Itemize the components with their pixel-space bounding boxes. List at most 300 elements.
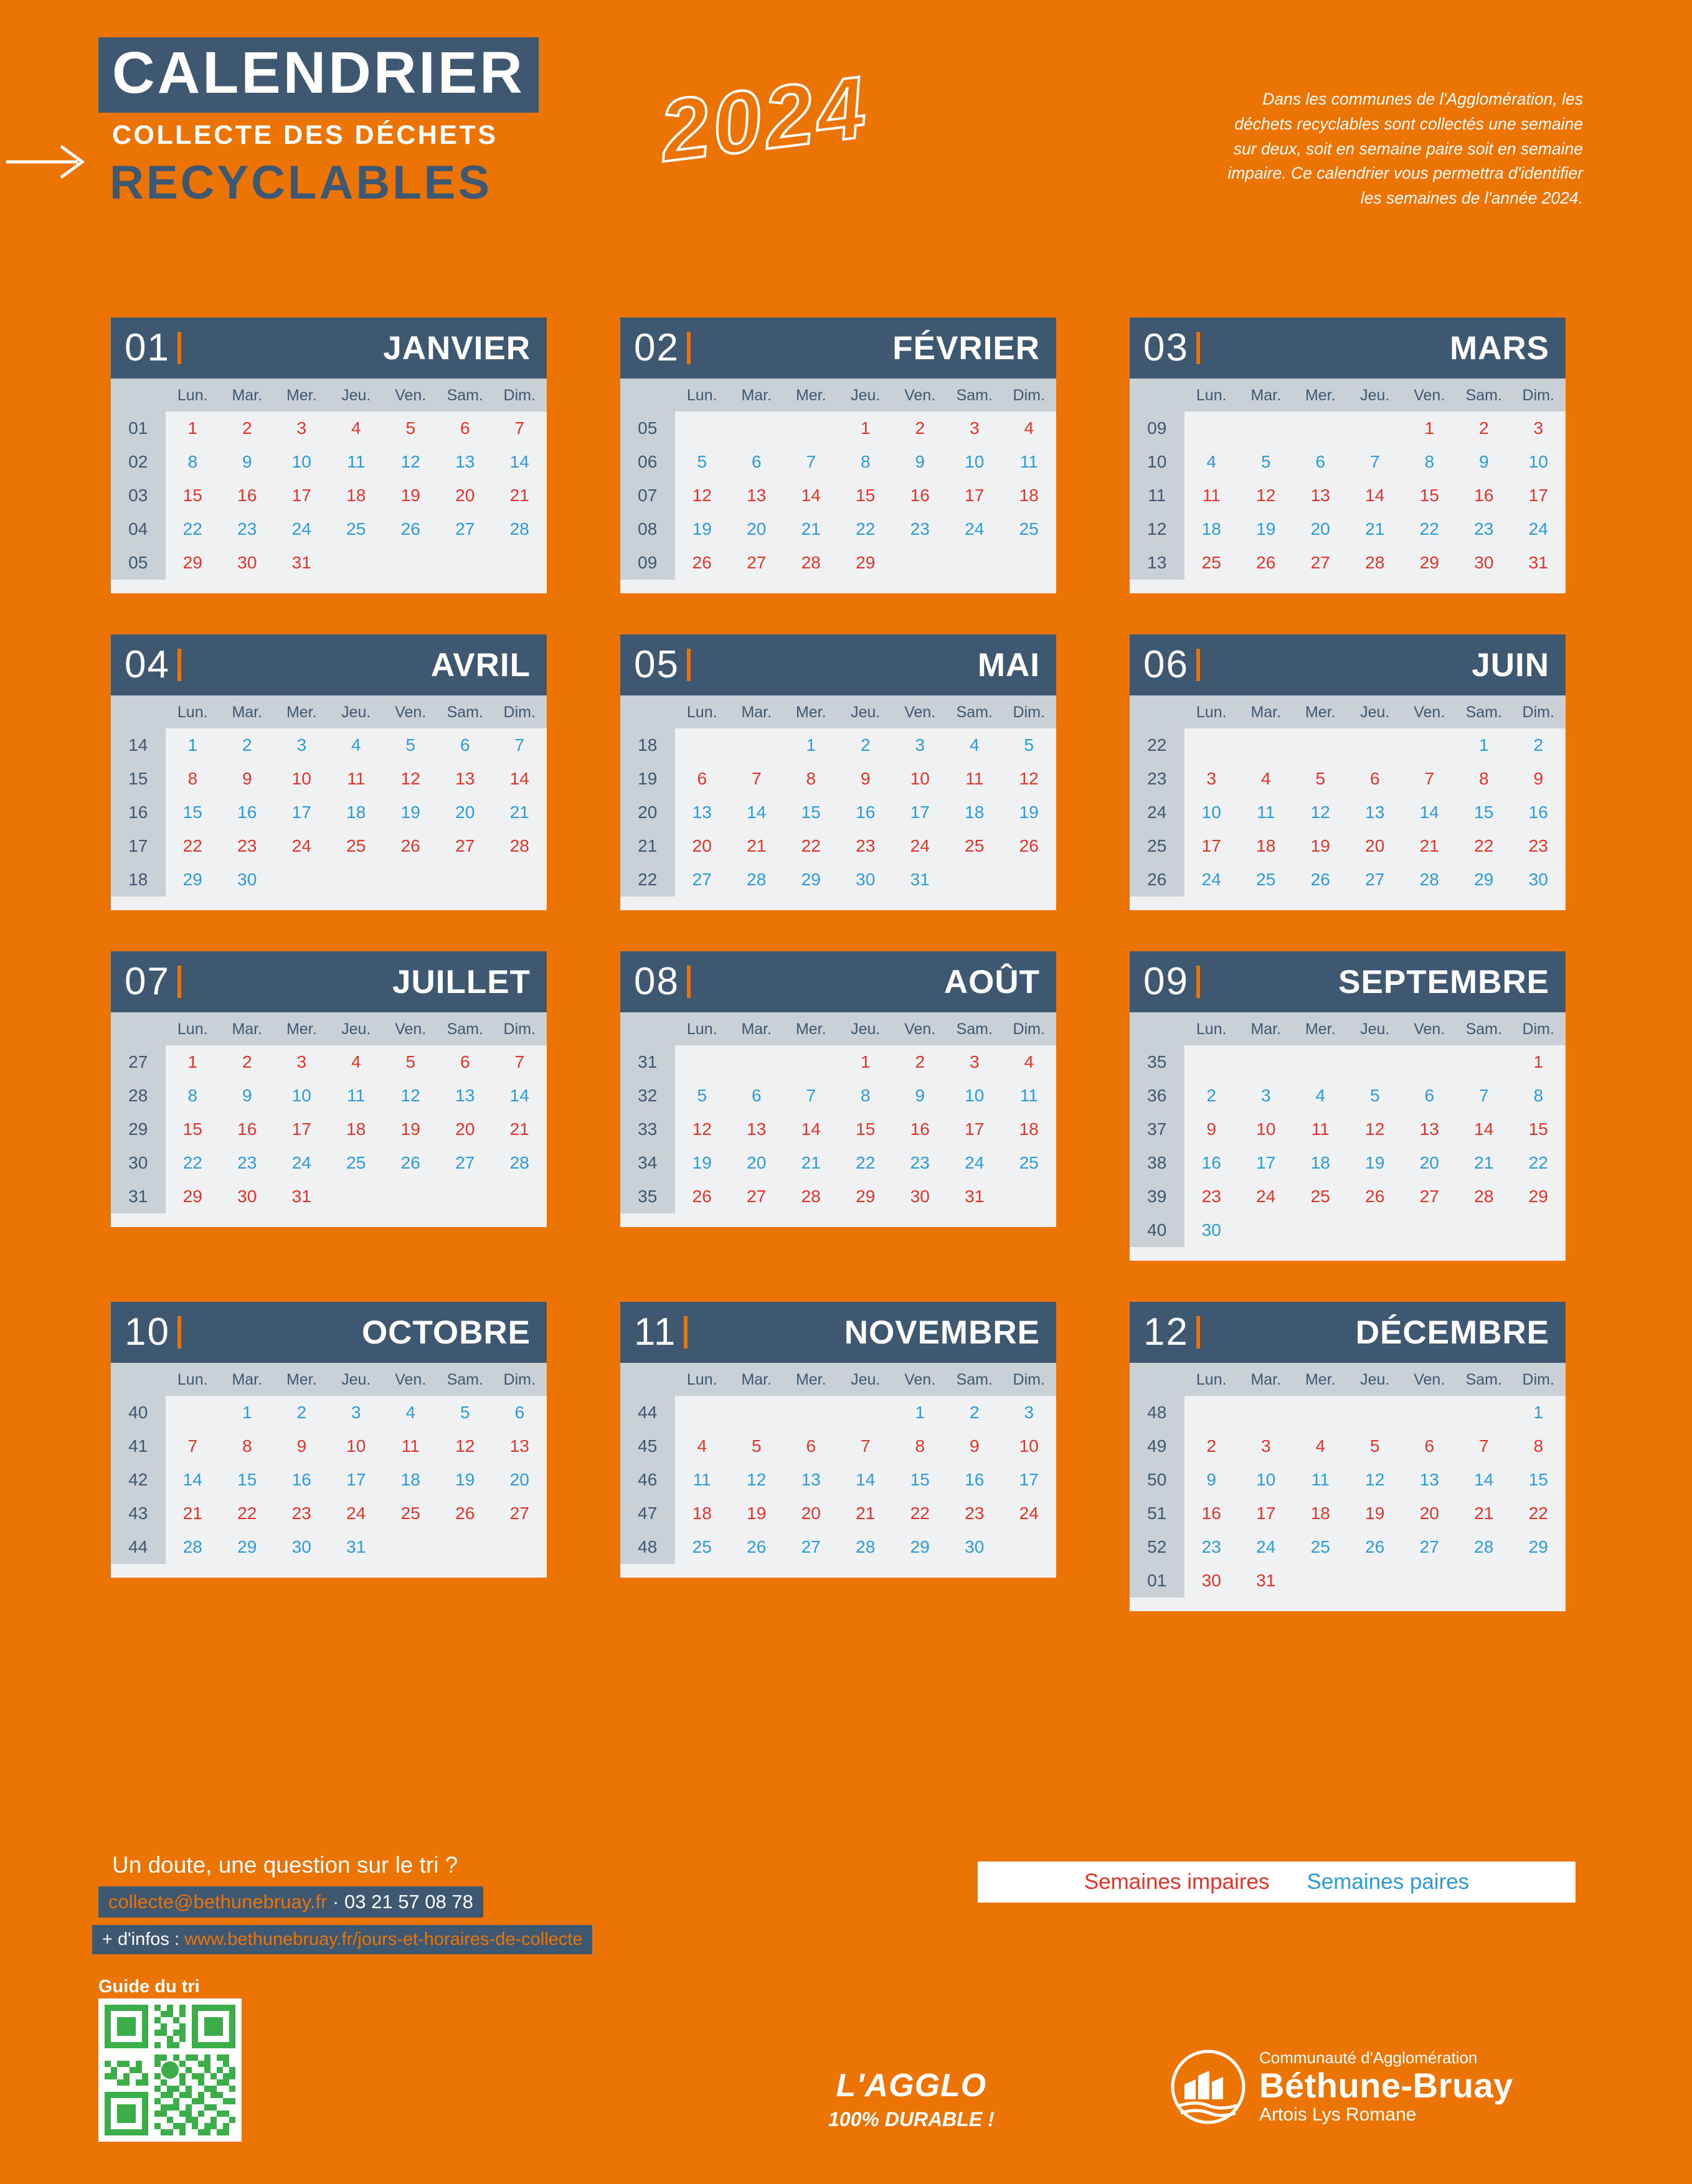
day-cell: 3: [1260, 1436, 1271, 1456]
week-number: 30: [111, 1146, 166, 1180]
day-cell: 6: [697, 769, 707, 788]
dayname-header: Ven.: [893, 695, 948, 728]
month-body: [111, 1012, 547, 1227]
month-card: [1130, 634, 1566, 910]
day-cell: 14: [182, 1470, 202, 1489]
day-cell: 21: [509, 486, 529, 505]
day-cell: 23: [237, 1153, 257, 1172]
day-cell-empty: [1184, 412, 1239, 445]
day-cell: 8: [860, 1086, 871, 1105]
day-cell: 21: [1365, 519, 1385, 539]
dayname-header: Lun.: [1184, 695, 1239, 728]
day-cell: 2: [969, 1403, 980, 1422]
week-row: [1130, 796, 1566, 829]
week-number: 17: [111, 829, 166, 863]
week-row: [620, 762, 1056, 796]
contact-phone: 03 21 57 08 78: [344, 1891, 473, 1913]
day-cell: 20: [747, 1153, 767, 1172]
day-cell: 11: [401, 1436, 420, 1456]
day-cell-empty: [729, 728, 784, 762]
week-number: 44: [111, 1530, 166, 1564]
logo-line1: Communauté d'Agglomération: [1259, 2048, 1478, 2067]
day-cell: 24: [965, 1153, 985, 1172]
dayname-header: Ven.: [384, 1012, 438, 1045]
dayname-header: Ven.: [384, 379, 438, 412]
day-cell: 10: [1528, 452, 1548, 471]
day-cell: 3: [1260, 1086, 1271, 1105]
day-cell: 19: [1365, 1504, 1385, 1523]
day-cell: 29: [856, 1187, 876, 1206]
week-number: 52: [1130, 1530, 1184, 1564]
month-body: [1130, 379, 1566, 593]
week-number: 03: [111, 479, 166, 512]
week-row: [620, 1045, 1056, 1079]
week-number: 36: [1130, 1079, 1184, 1113]
week-number: 22: [620, 863, 675, 897]
week-number: 08: [620, 512, 675, 546]
week-row: [620, 1180, 1056, 1213]
day-cell: 14: [1474, 1119, 1494, 1139]
day-cell: 19: [692, 519, 712, 539]
day-cell: 2: [915, 1052, 925, 1071]
day-cell: 24: [1528, 519, 1548, 539]
day-cell: 15: [182, 803, 202, 822]
info-link[interactable]: www.bethunebruay.fr/jours-et-horaires-de-collecte: [184, 1929, 583, 1949]
month-table: [620, 1012, 1056, 1213]
month-body: [620, 1012, 1056, 1227]
day-cell: 27: [1419, 1537, 1439, 1556]
week-row: [620, 1079, 1056, 1113]
week-row: [620, 1113, 1056, 1146]
day-cell: 13: [1419, 1470, 1439, 1489]
day-cell: 6: [1369, 769, 1380, 788]
day-cell: 13: [801, 1470, 821, 1489]
logo-line2: Béthune-Bruay: [1259, 2066, 1513, 2105]
month-body: [111, 1363, 547, 1578]
month-number: 10: [125, 1311, 170, 1353]
month-card: [1130, 951, 1566, 1261]
dayname-header: Lun.: [166, 695, 220, 728]
dayname-header: Mer.: [275, 379, 329, 412]
week-column-header: [111, 695, 166, 728]
day-cell: 25: [1310, 1187, 1330, 1206]
day-cell: 23: [1474, 519, 1494, 539]
day-cell-empty: [1457, 1213, 1511, 1247]
day-cell-empty: [838, 1396, 893, 1429]
week-row: [1130, 1463, 1566, 1497]
day-cell: 23: [965, 1504, 985, 1523]
day-cell: 6: [460, 1052, 470, 1071]
day-cell: 2: [242, 735, 252, 755]
day-cell-empty: [1402, 728, 1457, 762]
months-grid: [111, 318, 1581, 1611]
day-cell: 10: [346, 1436, 366, 1456]
month-number: 11: [634, 1311, 677, 1353]
day-cell: 30: [1201, 1220, 1221, 1240]
day-cell-empty: [1184, 1045, 1239, 1079]
day-cell: 14: [509, 1086, 529, 1105]
week-row: [620, 512, 1056, 546]
day-cell: 4: [351, 735, 361, 755]
month-name: MAI: [977, 646, 1040, 684]
day-cell-empty: [1402, 1045, 1457, 1079]
day-cell-empty: [729, 1396, 784, 1429]
day-cell: 4: [1024, 1052, 1034, 1071]
day-cell: 5: [405, 1052, 416, 1071]
day-cell-empty: [438, 863, 493, 897]
dayname-header: Mer.: [1293, 1012, 1348, 1045]
day-cell-empty: [947, 863, 1002, 897]
dayname-header: Jeu.: [838, 379, 893, 412]
guide-title: Guide du tri: [98, 1977, 200, 1997]
day-cell: 24: [291, 519, 311, 539]
day-cell: 16: [291, 1470, 311, 1489]
month-number: 03: [1143, 326, 1189, 369]
day-cell: 12: [692, 1119, 712, 1139]
dayname-header: Sam.: [1457, 695, 1511, 728]
week-number: 18: [111, 863, 166, 897]
day-cell: 30: [1474, 553, 1494, 572]
day-cell-empty: [675, 1045, 730, 1079]
week-number: 35: [1130, 1045, 1184, 1079]
day-cell: 26: [692, 1187, 712, 1206]
day-cell: 17: [965, 486, 985, 505]
month-table: [1130, 1363, 1566, 1598]
month-number: 07: [125, 960, 170, 1003]
week-number: 12: [1130, 512, 1184, 546]
day-cell-empty: [1402, 1396, 1457, 1429]
month-body: [1130, 695, 1566, 910]
week-number: 37: [1130, 1113, 1184, 1146]
day-cell: 5: [697, 1086, 707, 1105]
week-row: [1130, 1564, 1566, 1598]
dayname-header: Ven.: [1402, 695, 1457, 728]
dayname-header: Ven.: [893, 1012, 948, 1045]
day-cell: 20: [455, 803, 475, 822]
day-cell: 18: [400, 1470, 420, 1489]
day-cell: 17: [1528, 486, 1548, 505]
week-row: [1130, 728, 1566, 762]
day-cell-empty: [675, 1396, 730, 1429]
day-cell: 18: [692, 1504, 712, 1523]
dayname-header: Mar.: [220, 379, 275, 412]
week-column-header: [1130, 379, 1184, 412]
day-cell: 27: [747, 553, 767, 572]
week-row: [1130, 512, 1566, 546]
month-number: 02: [634, 326, 679, 369]
day-cell: 28: [1474, 1187, 1494, 1206]
day-cell: 3: [969, 418, 980, 438]
day-cell: 24: [291, 836, 311, 855]
day-cell-empty: [1293, 1564, 1348, 1598]
day-cell: 24: [965, 519, 985, 539]
day-cell: 29: [910, 1537, 930, 1556]
month-number: 05: [634, 643, 679, 686]
day-cell: 19: [455, 1470, 475, 1489]
day-cell: 18: [1201, 519, 1221, 539]
day-cell: 21: [1474, 1504, 1494, 1523]
day-cell: 19: [1256, 519, 1276, 539]
day-cell: 9: [1206, 1119, 1217, 1139]
month-name: OCTOBRE: [361, 1314, 531, 1351]
day-cell: 3: [296, 1052, 307, 1071]
dayname-header: Sam.: [438, 695, 493, 728]
week-row: [1130, 546, 1566, 580]
day-cell: 29: [182, 553, 202, 572]
day-cell: 5: [751, 1436, 762, 1456]
day-cell-empty: [1002, 546, 1057, 580]
qr-code[interactable]: [98, 1998, 242, 2142]
week-number: 02: [111, 445, 166, 479]
dayname-header: Sam.: [438, 1012, 493, 1045]
day-cell: 12: [400, 452, 420, 471]
day-cell: 10: [1201, 803, 1221, 822]
day-cell: 16: [237, 1119, 257, 1139]
dayname-header: Mer.: [1293, 695, 1348, 728]
day-cell: 17: [291, 1119, 311, 1139]
week-number: 16: [111, 796, 166, 829]
dayname-header: Sam.: [438, 1363, 493, 1396]
day-cell: 25: [1201, 553, 1221, 572]
dayname-header: Ven.: [1402, 379, 1457, 412]
day-cell: 2: [1206, 1436, 1217, 1456]
page-title: [98, 37, 539, 207]
day-cell: 15: [1528, 1470, 1548, 1489]
contact-email[interactable]: collecte@bethunebruay.fr: [108, 1891, 328, 1913]
week-number: 01: [111, 412, 166, 445]
day-cell: 18: [1019, 486, 1039, 505]
dayname-header: Dim.: [1511, 695, 1566, 728]
week-row: [1130, 1396, 1566, 1429]
logo-text: [1259, 2048, 1513, 2125]
day-cell: 6: [751, 1086, 762, 1105]
day-cell: 31: [291, 553, 311, 572]
month-name: SEPTEMBRE: [1338, 963, 1549, 1000]
week-number: 25: [1130, 829, 1184, 863]
title-subtitle: COLLECTE DES DÉCHETS: [112, 120, 498, 150]
day-cell: 10: [1019, 1436, 1039, 1456]
day-cell: 5: [405, 735, 416, 755]
day-cell: 7: [1478, 1436, 1489, 1456]
day-cell-empty: [1184, 728, 1239, 762]
dayname-header: Dim.: [1002, 695, 1057, 728]
dayname-header: Mer.: [784, 379, 839, 412]
month-table: [620, 379, 1056, 580]
month-table: [620, 1363, 1056, 1564]
dayname-header: Mar.: [1239, 379, 1293, 412]
day-cell: 18: [1256, 836, 1276, 855]
day-cell: 5: [1260, 452, 1271, 471]
day-cell: 28: [509, 1153, 529, 1172]
month-body: [1130, 1363, 1566, 1611]
day-cell: 28: [747, 870, 767, 889]
dayname-header: Dim.: [493, 379, 547, 412]
daynames-row: [620, 379, 1056, 412]
day-cell: 15: [1474, 803, 1494, 822]
week-row: [620, 445, 1056, 479]
day-cell: 7: [806, 1086, 816, 1105]
day-cell-empty: [1511, 1564, 1566, 1598]
day-cell: 17: [1256, 1504, 1276, 1523]
week-number: 34: [620, 1146, 675, 1180]
question-title: Un doute, une question sur le tri ?: [112, 1852, 458, 1878]
day-cell: 17: [1201, 836, 1221, 855]
month-card: [620, 951, 1056, 1261]
day-cell: 3: [1206, 769, 1217, 788]
day-cell-empty: [1239, 1045, 1293, 1079]
day-cell: 3: [1533, 418, 1544, 438]
dayname-header: Mar.: [1239, 695, 1293, 728]
day-cell: 2: [242, 418, 252, 438]
day-cell: 17: [291, 803, 311, 822]
dayname-header: Lun.: [166, 1012, 220, 1045]
day-cell: 14: [801, 1119, 821, 1139]
month-card: [111, 951, 547, 1261]
week-row: [620, 1530, 1056, 1564]
day-cell: 13: [455, 452, 475, 471]
day-cell: 15: [182, 1119, 202, 1139]
day-cell: 21: [1474, 1153, 1494, 1172]
day-cell: 9: [915, 452, 925, 471]
day-cell: 12: [455, 1436, 475, 1456]
month-number: 09: [1143, 960, 1189, 1003]
day-cell-empty: [1511, 1213, 1566, 1247]
day-cell: 23: [291, 1504, 311, 1523]
day-cell: 27: [455, 519, 475, 539]
contact-bar[interactable]: [98, 1886, 483, 1918]
week-number: 27: [111, 1045, 166, 1079]
month-body: [111, 695, 547, 910]
day-cell: 14: [747, 803, 767, 822]
day-cell: 28: [801, 553, 821, 572]
week-row: [1130, 1213, 1566, 1247]
day-cell-empty: [1293, 1396, 1348, 1429]
agglo-slogan: [828, 2067, 995, 2131]
day-cell: 11: [347, 1086, 366, 1105]
dayname-header: Sam.: [1457, 379, 1511, 412]
month-header: [1130, 1302, 1566, 1363]
day-cell: 3: [969, 1052, 980, 1071]
day-cell: 7: [514, 1052, 525, 1071]
day-cell: 31: [291, 1187, 311, 1206]
month-number: 06: [1143, 643, 1189, 686]
month-card: [620, 1302, 1056, 1611]
day-cell: 5: [1369, 1086, 1380, 1105]
day-cell: 30: [237, 870, 257, 889]
dayname-header: Lun.: [1184, 1363, 1239, 1396]
page-header: [0, 0, 1692, 293]
day-cell: 25: [346, 836, 366, 855]
day-cell: 17: [1019, 1470, 1039, 1489]
week-column-header: [111, 1363, 166, 1396]
day-cell: 14: [509, 769, 529, 788]
day-cell: 26: [455, 1504, 475, 1523]
day-cell: 30: [291, 1537, 311, 1556]
week-row: [620, 1463, 1056, 1497]
day-cell: 18: [346, 486, 366, 505]
dayname-header: Dim.: [493, 1363, 547, 1396]
day-cell: 31: [1256, 1571, 1276, 1590]
day-cell: 1: [915, 1403, 925, 1422]
month-name: JUILLET: [392, 963, 531, 1000]
daynames-row: [1130, 379, 1566, 412]
day-cell: 28: [182, 1537, 202, 1556]
week-row: [620, 412, 1056, 445]
day-cell: 16: [910, 1119, 930, 1139]
week-row: [111, 546, 547, 580]
day-cell-empty: [1293, 728, 1348, 762]
day-cell: 6: [806, 1436, 816, 1456]
day-cell: 21: [747, 836, 767, 855]
day-cell: 14: [856, 1470, 876, 1489]
day-cell: 30: [1528, 870, 1548, 889]
day-cell: 19: [400, 486, 420, 505]
day-cell: 22: [801, 836, 821, 855]
day-cell: 21: [801, 519, 821, 539]
day-cell: 8: [860, 452, 871, 471]
day-cell: 4: [1315, 1086, 1326, 1105]
day-cell: 25: [1310, 1537, 1330, 1556]
day-cell: 21: [856, 1504, 876, 1523]
week-number: 48: [620, 1530, 675, 1564]
day-cell: 2: [242, 1052, 252, 1071]
week-number: 43: [111, 1497, 166, 1530]
month-name: AVRIL: [430, 646, 531, 684]
day-cell: 16: [1201, 1504, 1221, 1523]
day-cell: 1: [1533, 1403, 1544, 1422]
dayname-header: Sam.: [1457, 1363, 1511, 1396]
day-cell: 21: [182, 1504, 202, 1523]
day-cell: 29: [1474, 870, 1494, 889]
week-number: 45: [620, 1429, 675, 1463]
week-number: 11: [1130, 479, 1184, 512]
day-cell: 20: [1365, 836, 1385, 855]
month-table: [111, 379, 547, 580]
day-cell: 20: [509, 1470, 529, 1489]
dayname-header: Mar.: [220, 1363, 275, 1396]
day-cell-empty: [493, 1530, 547, 1564]
day-cell: 29: [1419, 553, 1439, 572]
dayname-header: Mar.: [729, 695, 784, 728]
day-cell: 8: [1478, 769, 1489, 788]
day-cell: 14: [1474, 1470, 1494, 1489]
day-cell: 16: [856, 803, 876, 822]
dayname-header: Sam.: [1457, 1012, 1511, 1045]
day-cell: 20: [692, 836, 712, 855]
day-cell: 9: [860, 769, 871, 788]
dayname-header: Jeu.: [329, 695, 384, 728]
week-column-header: [620, 1012, 675, 1045]
day-cell: 6: [1424, 1086, 1435, 1105]
day-cell: 4: [697, 1436, 707, 1456]
day-cell: 6: [1315, 452, 1326, 471]
dayname-header: Jeu.: [329, 379, 384, 412]
day-cell: 3: [351, 1403, 361, 1422]
info-bar[interactable]: [92, 1925, 592, 1954]
day-cell-empty: [1402, 1213, 1457, 1247]
day-cell: 14: [509, 452, 529, 471]
dayname-header: Lun.: [675, 1012, 730, 1045]
week-number: 05: [111, 546, 166, 580]
day-cell: 9: [242, 1086, 252, 1105]
dayname-header: Mar.: [1239, 1012, 1293, 1045]
week-number: 23: [1130, 762, 1184, 796]
week-column-header: [111, 1012, 166, 1045]
day-cell: 16: [1201, 1153, 1221, 1172]
day-cell: 8: [915, 1436, 925, 1456]
day-cell: 1: [1478, 735, 1489, 755]
day-cell-empty: [329, 863, 384, 897]
